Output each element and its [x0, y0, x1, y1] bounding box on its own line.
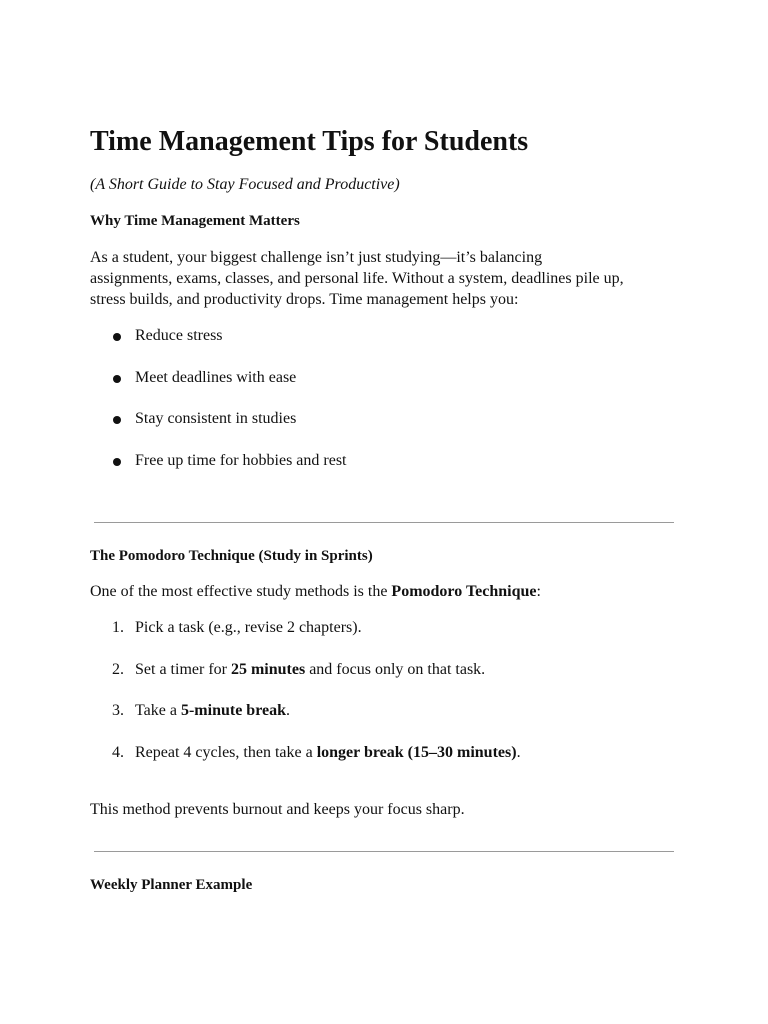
bullet-icon: [113, 375, 121, 383]
section-heading-pomodoro: The Pomodoro Technique (Study in Sprints): [90, 548, 373, 564]
bullet-icon: [113, 416, 121, 424]
paragraph-line: assignments, exams, classes, and personal life. Without a system, deadlines pile up,: [90, 270, 624, 287]
list-item: 4. Repeat 4 cycles, then take a longer break (15–30 minutes).: [90, 742, 678, 784]
list-item: Stay consistent in studies: [90, 408, 678, 450]
list-item: 3. Take a 5-minute break.: [90, 700, 678, 742]
section-divider: [94, 522, 674, 523]
list-item: 1. Pick a task (e.g., revise 2 chapters).: [90, 617, 678, 659]
pomodoro-steps-list: [90, 617, 678, 784]
benefits-bullet-list: [90, 325, 678, 492]
step-number: 1.: [112, 619, 124, 636]
pomodoro-technique-emphasis: Pomodoro Technique: [391, 583, 537, 600]
list-item: 2. Set a timer for 25 minutes and focus only on that task.: [90, 659, 678, 701]
paragraph-line: stress builds, and productivity drops. Time management helps you:: [90, 291, 519, 308]
step-number: 2.: [112, 660, 124, 678]
bullet-icon: [113, 333, 121, 341]
step-number: 3.: [112, 702, 124, 720]
list-item: Reduce stress: [90, 325, 678, 367]
pomodoro-closing-paragraph: This method prevents burnout and keeps your focus sharp.: [90, 801, 465, 818]
section-divider: [94, 851, 674, 852]
why-time-management-paragraph: [90, 247, 678, 310]
bullet-icon: [113, 458, 121, 466]
pomodoro-intro-paragraph: One of the most effective study methods is the Pomodoro Technique:: [90, 583, 541, 600]
step-number: 4.: [112, 744, 124, 762]
paragraph-line: As a student, your biggest challenge isn’t just studying—it’s balancing: [90, 249, 543, 266]
document-title: Time Management Tips for Students: [90, 126, 529, 157]
document-subtitle: (A Short Guide to Stay Focused and Productive): [90, 176, 400, 193]
list-item: Free up time for hobbies and rest: [90, 450, 678, 492]
section-heading-why-time-management: Why Time Management Matters: [90, 213, 300, 229]
section-heading-weekly-planner: Weekly Planner Example: [90, 877, 253, 893]
list-item: Meet deadlines with ease: [90, 367, 678, 409]
